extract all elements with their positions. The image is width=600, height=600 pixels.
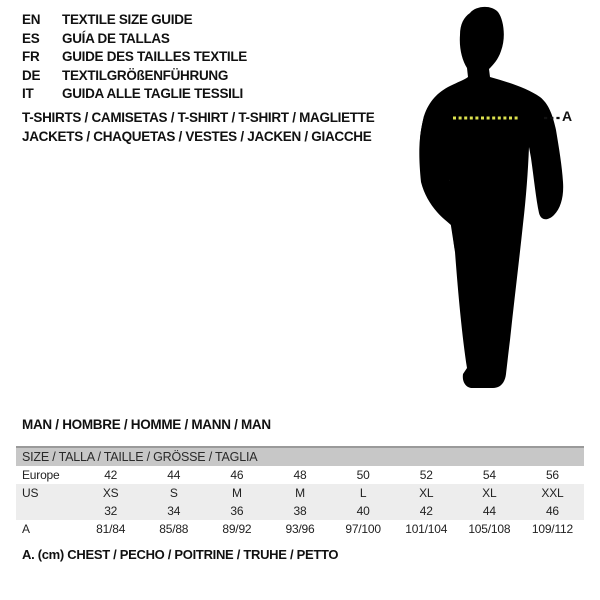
size-cell: L — [359, 486, 367, 500]
table-row-chest-cm — [16, 520, 584, 538]
language-row — [22, 30, 247, 49]
size-cell: 97/100 — [345, 522, 381, 536]
size-cell: 32 — [104, 504, 118, 518]
size-table-header-row — [16, 447, 584, 466]
language-label: GUIDA ALLE TAGLIE TESSILI — [62, 86, 243, 101]
language-row — [22, 85, 247, 104]
row-label: US — [22, 486, 39, 500]
size-cell: 36 — [230, 504, 244, 518]
garment-categories — [22, 108, 374, 146]
size-cell: XL — [482, 486, 497, 500]
size-cell: M — [295, 486, 305, 500]
language-row — [22, 48, 247, 67]
section-title-man: MAN / HOMBRE / HOMME / MANN / MAN — [22, 417, 271, 432]
size-cell: XXL — [541, 486, 564, 500]
language-label: GUÍA DE TALLAS — [62, 30, 170, 46]
measurement-footnote: A. (cm) CHEST / PECHO / POITRINE / TRUHE / PETTO — [22, 547, 339, 562]
size-table-header: SIZE / TALLA / TAILLE / GRÖSSE / TAGLIA — [16, 447, 584, 466]
size-cell: XL — [419, 486, 434, 500]
size-cell: 81/84 — [96, 522, 126, 536]
size-cell: 48 — [293, 468, 307, 482]
size-cell: 105/108 — [468, 522, 511, 536]
size-cell: 109/112 — [531, 522, 573, 536]
size-cell: 46 — [545, 504, 559, 518]
category-line-tshirts: T-SHIRTS / CAMISETAS / T-SHIRT / T-SHIRT / MAGLIETTE — [22, 110, 375, 125]
size-cell: 44 — [167, 468, 181, 482]
table-row-alt-size — [16, 502, 584, 520]
language-row — [22, 11, 247, 30]
language-label: TEXTILE SIZE GUIDE — [62, 12, 193, 27]
size-cell: XS — [102, 486, 119, 500]
size-cell: 34 — [167, 504, 181, 518]
category-line-jackets: JACKETS / CHAQUETAS / VESTES / JACKEN / GIACCHE — [22, 129, 372, 144]
row-label — [16, 502, 79, 520]
language-code: ES — [22, 30, 40, 46]
language-code: DE — [22, 67, 41, 83]
size-cell: 54 — [482, 468, 496, 482]
size-cell: 89/92 — [222, 522, 252, 536]
man-silhouette-figure — [408, 4, 583, 396]
language-row — [22, 67, 247, 86]
row-label: Europe — [22, 468, 60, 482]
row-label: A — [22, 522, 30, 536]
language-label: GUIDE DES TAILLES TEXTILE — [62, 49, 248, 64]
size-cell: 40 — [356, 504, 370, 518]
size-cell: 42 — [104, 468, 118, 482]
size-table — [16, 446, 584, 538]
size-cell: 50 — [356, 468, 370, 482]
language-code: IT — [22, 86, 34, 101]
size-cell: M — [231, 486, 242, 500]
size-cell: 38 — [293, 504, 307, 518]
size-cell: 85/88 — [159, 522, 189, 536]
language-code: FR — [22, 49, 40, 64]
language-label: TEXTILGRÖßENFÜHRUNG — [62, 67, 229, 83]
table-row-europe — [16, 466, 584, 484]
language-guide-list — [22, 11, 247, 104]
size-cell: 44 — [482, 504, 496, 518]
size-cell: 93/96 — [285, 522, 315, 536]
size-cell: 46 — [230, 468, 244, 482]
size-cell: 101/104 — [405, 522, 448, 536]
size-cell: S — [169, 486, 178, 500]
measure-label-a: A — [562, 108, 573, 124]
size-cell: 52 — [419, 468, 433, 482]
table-row-us — [16, 484, 584, 502]
size-cell: 42 — [419, 504, 433, 518]
language-code: EN — [22, 12, 41, 27]
size-cell: 56 — [545, 468, 559, 482]
